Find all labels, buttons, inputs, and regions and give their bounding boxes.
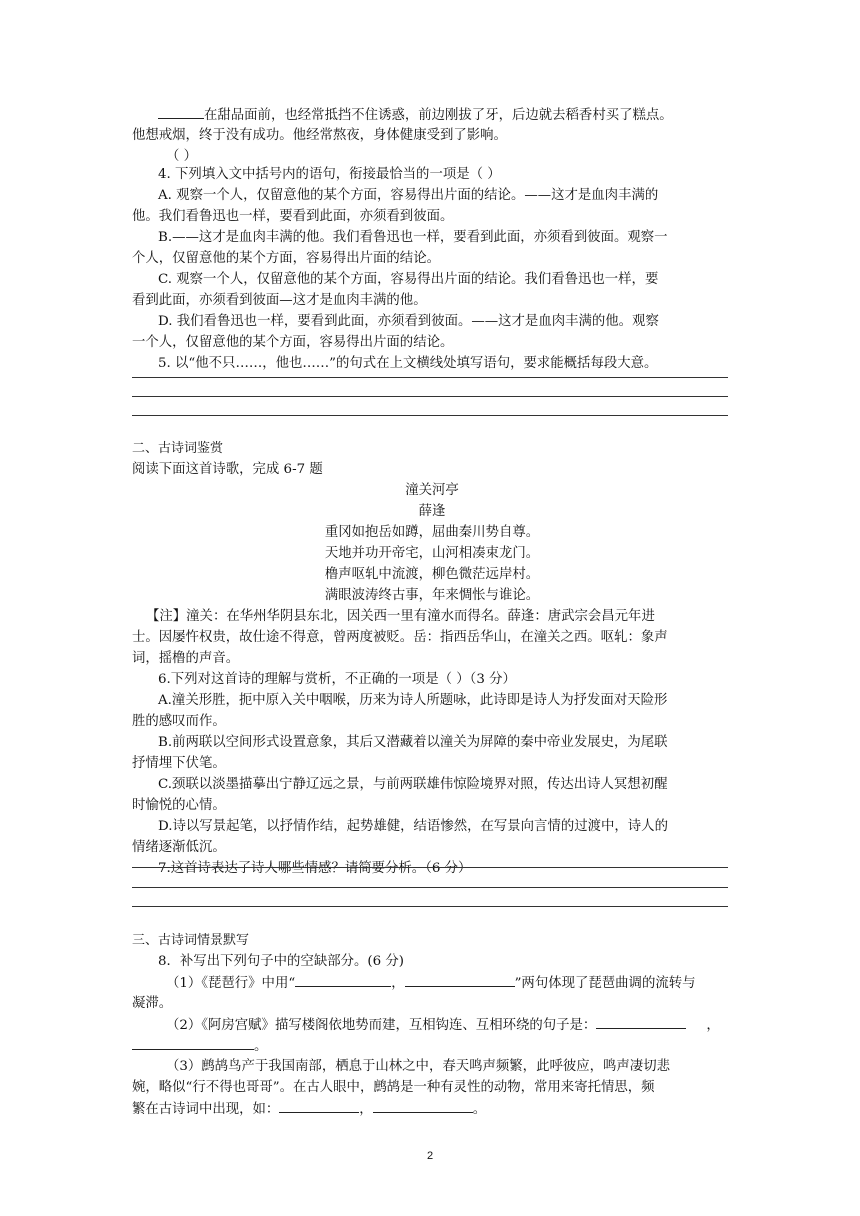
fill-blank bbox=[596, 1014, 686, 1029]
poem-line: 天地并功开帝宅，山河相凑束龙门。 bbox=[324, 546, 540, 561]
option-6b: B.前两联以空间形式设置意象，其后又潜藏着以潼关为屏障的秦中帝业发展史，为尾联 bbox=[158, 735, 668, 750]
answer-line bbox=[132, 377, 728, 378]
option-6a-cont: 胜的感叹而作。 bbox=[132, 714, 226, 729]
poem-line: 重冈如抱岳如蹲，屈曲秦川势自尊。 bbox=[324, 525, 540, 540]
option-4c-cont: 看到此面，亦须看到彼面—这才是血肉丰满的他。 bbox=[132, 293, 427, 308]
poem-line: 满眼波涛终古事，年来惆怅与谁论。 bbox=[324, 588, 540, 603]
option-4d-cont: 一个人，仅留意他的某个方面，容易得出片面的结论。 bbox=[132, 335, 454, 350]
section-intro: 阅读下面这首诗歌，完成 6-7 题 bbox=[132, 462, 323, 477]
question-8-1: （1）《琵琶行》中用“ ， ”两句体现了琵琶曲调的流转与 bbox=[166, 972, 740, 994]
section-heading: 三、古诗词情景默写 bbox=[132, 933, 250, 948]
option-6d: D.诗以写景起笔，以抒情作结，起势雄健，结语惨然，在写景向言情的过渡中，诗人的 bbox=[158, 819, 668, 834]
option-4b-cont: 个人，仅留意他的某个方面，容易得出片面的结论。 bbox=[132, 251, 440, 266]
option-6d-cont: 情绪逐渐低沉。 bbox=[132, 840, 226, 855]
option-4d: D. 我们看鲁迅也一样，要看到此面，亦须看到彼面。——这才是血肉丰满的他。观察 bbox=[158, 314, 659, 329]
poem-note: 【注】潼关：在华州华阴县东北，因关西一里有潼水而得名。薛逢：唐武宗会昌元年进 bbox=[146, 609, 655, 624]
poem-author: 薛逢 bbox=[418, 504, 446, 519]
answer-line bbox=[132, 887, 728, 888]
question-8-1-cont: 凝滞。 bbox=[132, 996, 173, 1011]
fill-blank bbox=[279, 1098, 359, 1113]
option-4c: C. 观察一个人，仅留意他的某个方面，容易得出片面的结论。我们看鲁迅也一样，要 bbox=[158, 272, 659, 287]
question-8-2: （2）《阿房宫赋》描写楼阁依地势而建，互相钩连、互相环绕的句子是： ， bbox=[166, 1014, 740, 1036]
poem-line: 橹声呕轧中流渡，柳色微茫远岸村。 bbox=[324, 567, 540, 582]
fill-blank bbox=[405, 972, 515, 987]
answer-line bbox=[132, 867, 728, 868]
option-4b: B.——这才是血肉丰满的他。我们看鲁迅也一样，要看到此面，亦须看到彼面。观察一 bbox=[158, 230, 668, 245]
section-heading: 二、古诗词鉴赏 bbox=[132, 441, 224, 456]
paragraph-line: 在甜品面前，也经常抵挡不住诱惑，前边刚拔了牙，后边就去稻香村买了糕点。 bbox=[158, 104, 732, 126]
question-8-3-cont: 繁在古诗词中出现，如： ， 。 bbox=[132, 1098, 732, 1120]
answer-line bbox=[132, 415, 728, 416]
question-8-3-cont: 婉，略似“行不得也哥哥”。在古人眼中，鹧鸪是一种有灵性的动物，常用来寄托情思，频 bbox=[132, 1080, 655, 1095]
option-6b-cont: 抒情埋下伏笔。 bbox=[132, 756, 226, 771]
question-8: 8．补写出下列句子中的空缺部分。(6 分) bbox=[158, 954, 404, 969]
poem-note-cont: 词，摇橹的声音。 bbox=[132, 651, 240, 666]
option-6a: A.潼关形胜，扼中原入关中咽喉，历来为诗人所题咏，此诗即是诗人为抒发面对天险形 bbox=[158, 693, 668, 708]
question-8-2-cont: 。 bbox=[132, 1035, 732, 1057]
option-6c: C.颈联以淡墨描摹出宁静辽远之景，与前两联雄伟惊险境界对照，传达出诗人冥想初醒 bbox=[158, 777, 668, 792]
answer-line bbox=[132, 396, 728, 397]
fill-blank bbox=[132, 1035, 254, 1050]
fill-blank bbox=[373, 1098, 473, 1113]
poem-title: 潼关河亭 bbox=[405, 483, 459, 498]
fill-blank bbox=[295, 972, 391, 987]
option-4a-cont: 他。我们看鲁迅也一样，要看到此面，亦须看到彼面。 bbox=[132, 209, 454, 224]
question-5: 5. 以“他不只……，他也……”的句式在上文横线处填写语句，要求能概括每段大意。 bbox=[158, 356, 658, 371]
option-4a: A. 观察一个人，仅留意他的某个方面，容易得出片面的结论。——这才是血肉丰满的 bbox=[158, 188, 659, 203]
question-4: 4. 下列填入文中括号内的语句，衔接最恰当的一项是（ ） bbox=[158, 167, 501, 182]
answer-paren: （ ） bbox=[166, 149, 198, 164]
question-6: 6.下列对这首诗的理解与赏析，不正确的一项是（ ）（3 分） bbox=[158, 672, 516, 687]
answer-line bbox=[132, 906, 728, 907]
question-8-3: （3）鹧鸪鸟产于我国南部，栖息于山林之中，春天鸣声频繁，此呼彼应，鸣声凄切悲 bbox=[166, 1059, 670, 1074]
option-6c-cont: 时愉悦的心情。 bbox=[132, 798, 226, 813]
question-7: 7.这首诗表达了诗人哪些情感？请简要分析。（6 分） bbox=[158, 861, 472, 876]
fill-blank bbox=[158, 104, 204, 119]
page-number: 2 bbox=[426, 1150, 434, 1162]
paragraph-line: 他想戒烟，终于没有成功。他经常熬夜，身体健康受到了影响。 bbox=[132, 128, 507, 143]
poem-note-cont: 士。因屡忤权贵，故仕途不得意，曾两度被贬。岳：指西岳华山，在潼关之西。呕轧：象声 bbox=[132, 630, 668, 645]
